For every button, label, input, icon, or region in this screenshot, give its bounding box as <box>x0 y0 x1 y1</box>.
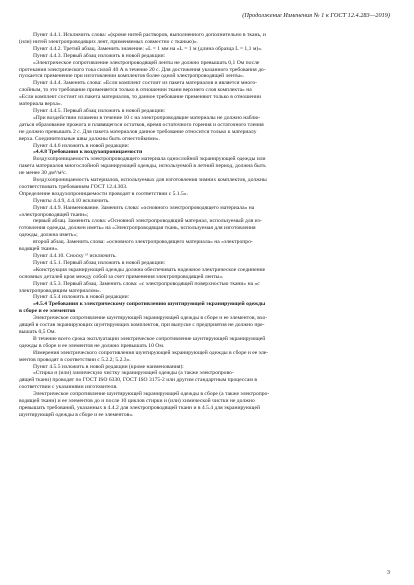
text-line: даться образование прожога и плавящегося остатков, время остаточного горения и остаточного тления <box>19 121 264 128</box>
text-line: ментов проводят в соответствии с 5.2.2; 5.2.3». <box>19 356 131 363</box>
text-line: Пункт 4.5.5 изложить в новой редакции (кроме наименования): <box>33 363 184 370</box>
text-line: превышать требований, указанных в 4.4.2 для электропроводящей ткани и в 4.5.4 для экранирующей <box>19 404 260 411</box>
text-line: Пункт 4.5.3. Первый абзац. Заменить слова: «с электропроводящей поверхностью ткани» на «с <box>33 280 260 287</box>
page-number: 3 <box>387 570 390 576</box>
text-line: «При воздействии пламени в течение 10 с на электропроводящие материалы не должно наблю- <box>33 114 261 121</box>
text-line: Пункт 4.5.4 изложить в новой редакции: <box>33 294 130 301</box>
text-line: основных деталей кроя между собой за счет применения электропроводящей ленты». <box>19 273 224 280</box>
running-header: (Продолжение Изменения № 1 к ГОСТ 12.4.283—2019) <box>242 12 390 19</box>
document-body <box>19 32 396 419</box>
text-line: соответствовать требованиям ГОСТ 12.4.303. <box>19 183 128 190</box>
text-line: слойным, то это требование применяется только в отношении ткани верхнего слоя комплекта» на <box>19 87 252 94</box>
text-line: Пункт 4.4.6 изложить в новой редакции: <box>33 142 130 149</box>
text-line: не менее 30 дм³/м²с. <box>19 170 67 177</box>
text-line: Воздухопроницаемость электропроводящего материала однослойной экранирующей одежды или <box>33 156 266 163</box>
text-line: водящей ткани) и ее элементов до и после 10 циклов стирки и (или) химической чистки не должно <box>19 398 255 405</box>
text-line: В течение всего срока эксплуатации электрическое сопротивление шунтирующей экранирующей <box>33 335 266 342</box>
text-line: пускается применение при изготовлении комплектов более одной электропроводящей ленты». <box>19 73 245 80</box>
text-line: электропроводящим материалом». <box>19 287 102 294</box>
text-line: Пункт 4.4.1. Исключить слова: «(кроме нитей растворов, выполненного дополнительно в ткань, и <box>33 32 266 38</box>
text-line: Электрическое сопротивление шунтирующей экранирующей одежды в сборе и ее элементов, вхо- <box>33 315 268 322</box>
text-line: одежды в сборе и ее элементов не должно превышать 10 Ом. <box>19 342 165 349</box>
text-line: шунтирующей одежды в сборе и ее элементов». <box>19 411 134 418</box>
text-line: «Стирка и (или) химическую чистку экранирующей одежды (а также электропрово- <box>33 370 234 377</box>
text-line: первый абзац. Заменить слова: «Основной электропроводящий материал, используемый для из- <box>33 218 262 225</box>
text-line: дящей в состав экранирующих шунтирующих комплектов, при выпуске с предприятия не должно пре- <box>19 322 265 329</box>
text-line: одежды, должна иметь»; <box>19 232 78 239</box>
text-line: Воздухопроницаемость материалов, используемых для изготовления зимних комплектов, должны <box>33 177 267 184</box>
text-line: «4.4.8 Требования к воздухопроницаемости <box>33 149 143 156</box>
text-line: протекания электрического тока силой 40 А в течение 20 с. Для достижения указанного требования до- <box>19 66 266 73</box>
text-line: Пункт 4.5.1. Первый абзац изложить в новой редакции: <box>33 259 166 266</box>
text-line: готовления одежды, должен иметь» на «Электропроводящая ткань, используемая для изготовления <box>19 225 256 232</box>
text-line: материала верха». <box>19 101 63 108</box>
text-line: второй абзац. Заменить слова: «основного электропроводящего материала» на «электропро- <box>33 239 253 246</box>
text-line: Пункт 4.4.5. Первый абзац изложить в новой редакции: <box>33 107 166 114</box>
text-line: «Если комплект состоит из пакета материалов, то данное требование применяют только в отношении <box>19 94 261 101</box>
text-line: верха. Соединительные швы должны быть огнестойкими». <box>19 135 160 142</box>
text-line: Пункт 4.4.3. Первый абзац изложить в новой редакции: <box>33 52 166 59</box>
text-line: Пункт 4.4.2. Третий абзац. Заменить значение: «L = 1 мм на «L = 1 м (длина образца L = 1,1 м)». <box>33 45 263 52</box>
text-line: «Конструкция экранирующей одежды должна обеспечивать надежное электрическое соединение <box>33 266 266 273</box>
text-line: Измерения электрического сопротивления шунтирующей экранирующей одежды в сборе и ее эле- <box>33 349 269 356</box>
text-line: водящей ткани». <box>19 246 59 253</box>
text-line: «Электрическое сопротивление электропроводящей ленты не должно превышать 0,1 Ом после <box>33 59 260 66</box>
text-line: дящей ткани) проводят по ГОСТ ISO 6330, ГОСТ ISO 3175-2 или другим стандартным процессам в <box>19 377 257 384</box>
text-line: Пункт 4.4.10. Сноску ¹⁾ исключить. <box>33 253 117 259</box>
text-line: (или) нитей электропроводящих лент, применяемых совместно с тканью)». <box>19 38 199 45</box>
text-line: Пункт 4.4.9. Наименование. Заменить слова: «основного электропроводящего материала» на <box>33 204 255 211</box>
text-line: не должно превышать 2 с. Для пакета материалов данное требование относится только к материалу <box>19 128 257 135</box>
text-line: Пункт 4.4.4. Заменить слова: «Если комплект состоит из пакета материалов и является много- <box>33 80 258 87</box>
text-line: пакета материалов многослойной экранирующей одежды, используемой в летний период, должна быть <box>19 163 266 170</box>
text-line: соответствии с указаниями изготовителя. <box>19 384 118 391</box>
text-line: вышать 0,5 Ом. <box>19 328 56 335</box>
text-line: «4.5.4 Требования к электрическому сопротивлению шунтирующей экранирующей одежды <box>33 301 266 308</box>
text-line: Определение воздухопроницаемости проводят в соответствии с 5.1.5». <box>19 190 188 197</box>
text-line: «электропроводящей ткани»; <box>19 211 89 218</box>
text-line: в сборе и ее элементов <box>19 308 76 315</box>
text-line: Пункты 4.4.9, 4.4.10 исключить. <box>33 197 110 204</box>
text-line: Электрическое сопротивление шунтирующей экранирующей одежды в сборе (а также электропро- <box>33 391 270 398</box>
